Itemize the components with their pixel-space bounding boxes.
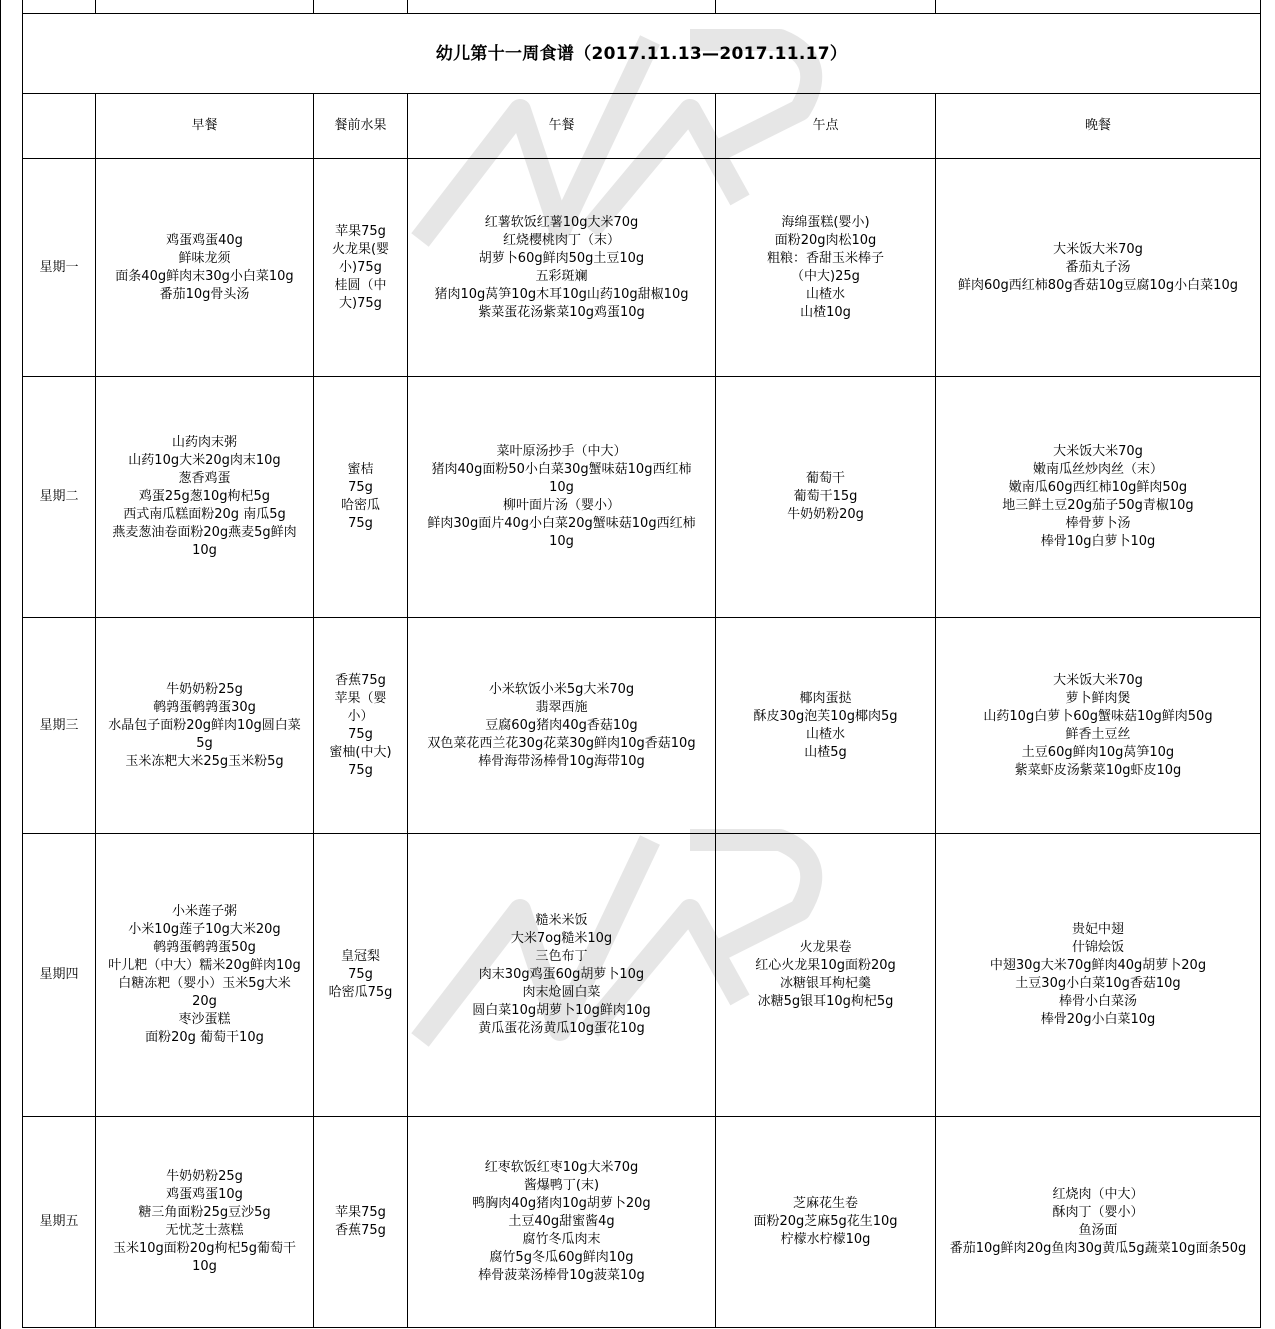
menu-line: 腐竹5g冬瓜60g鲜肉10g [489, 1250, 634, 1265]
menu-line: 双色菜花西兰花30g花菜30g鲜肉10g香菇10g [427, 735, 696, 751]
menu-line: 三色布丁 [535, 949, 588, 964]
header-label: 餐前水果 [334, 118, 387, 133]
day-cell [23, 159, 95, 376]
menu-line: 玉米冻粑大米25g玉米粉5g [125, 753, 284, 769]
cell-lines [332, 223, 389, 313]
menu-line: 鸡蛋25g葱10g枸杞5g [138, 489, 271, 504]
cell-lines [112, 434, 296, 560]
menu-line: 鹌鹑蛋鹌鹑蛋30g [153, 699, 256, 715]
menu-line: 10g [192, 1259, 217, 1274]
menu-line: 75g [348, 967, 373, 982]
menu-line: 嫩南瓜60g西红柿10g鲜肉50g [1008, 480, 1188, 495]
cell-lines [435, 214, 689, 322]
menu-line: 香蕉75g [335, 672, 386, 688]
menu-line: 牛奶奶粉25g [166, 681, 243, 697]
menu-line: 菜叶原汤抄手（中大） [496, 444, 627, 459]
day-cell [23, 377, 95, 617]
menu-line: 苹果（婴 [334, 690, 387, 706]
menu-line: 贵妃中翅 [1071, 922, 1124, 937]
menu-line: 香蕉75g [335, 1223, 386, 1238]
header-label: 午餐 [548, 118, 575, 133]
cell-lines [787, 470, 864, 524]
menu-line: 大米饭大米70g [1053, 241, 1143, 257]
menu-line: 鲜香土豆丝 [1065, 726, 1131, 742]
cell-lines [1002, 443, 1193, 551]
menu-line: 山药10g大米20g肉末10g [128, 453, 281, 468]
cell-lines [341, 461, 380, 533]
menu-line: 嫩南瓜丝炒肉丝（末） [1032, 462, 1163, 477]
breakfast-cell [96, 377, 313, 617]
menu-line: 冰糖5g银耳10g枸杞5g [757, 994, 894, 1009]
menu-line: 土豆30g小白菜10g香菇10g [1015, 976, 1181, 991]
day-cell [23, 834, 95, 1116]
menu-line: 小米莲子粥 [171, 904, 237, 919]
menu-line: 火龙果(婴 [331, 241, 390, 257]
breakfast-cell [96, 618, 313, 833]
menu-line: 山楂水 [805, 286, 845, 302]
cell-lines [958, 241, 1238, 295]
menu-line: 火龙果卷 [799, 940, 852, 955]
menu-line: 土豆60g鲜肉10g莴笋10g [1021, 744, 1175, 760]
cell-lines [329, 672, 391, 780]
snack-cell [716, 377, 935, 617]
menu-line: 土豆40g甜蜜酱4g [508, 1214, 615, 1229]
cell-lines [753, 1195, 897, 1249]
menu-line: 燕麦葱油卷面粉20g燕麦5g鲜肉 [112, 525, 297, 540]
menu-line: 鸭胸肉40g猪肉10g胡萝卜20g [472, 1196, 651, 1211]
grid-stub [22, 0, 23, 13]
menu-line: 胡萝卜60g鲜肉50g土豆10g [478, 250, 645, 266]
grid-stub [95, 0, 96, 13]
menu-line: 翡翠西施 [535, 699, 588, 715]
menu-line: 肉末炝圆白菜 [522, 985, 601, 1000]
dinner-cell [936, 618, 1260, 833]
menu-line: 红烧樱桃肉丁（末） [502, 232, 620, 248]
header-dinner [936, 94, 1260, 158]
fruit-cell [314, 159, 407, 376]
menu-line: 番茄10g鲜肉20g鱼肉30g黄瓜5g蔬菜10g面条50g [949, 1241, 1247, 1256]
menu-line: 鲜肉30g面片40g小白菜20g蟹味菇10g西红柿 [427, 516, 696, 531]
cell-lines [108, 903, 301, 1047]
menu-line: 75g [348, 480, 373, 495]
menu-line: 豆腐60g猪肉40g香菇10g [485, 717, 638, 733]
cell-lines [427, 681, 695, 771]
cell-lines [335, 1204, 386, 1240]
lunch-cell [408, 159, 715, 376]
cell-lines [113, 1168, 296, 1276]
cell-lines [983, 672, 1212, 780]
cell-lines [472, 912, 650, 1038]
menu-line: 蜜柚(中大) [329, 744, 392, 760]
menu-line: 10g [549, 534, 574, 549]
snack-cell [716, 618, 935, 833]
menu-line: 酱爆鸭丁(末) [523, 1178, 600, 1193]
menu-line: 小） [347, 708, 374, 724]
menu-line: 腐竹冬瓜肉末 [522, 1232, 601, 1247]
menu-line: 玉米10g面粉20g枸杞5g葡萄干 [112, 1241, 297, 1256]
menu-line: 苹果75g [335, 223, 386, 239]
menu-line: 海绵蛋糕(婴小) [781, 214, 870, 230]
cell-lines [990, 921, 1206, 1029]
menu-line: 圆白菜10g胡萝卜10g鲜肉10g [472, 1003, 651, 1018]
menu-line: 无忧芝士蒸糕 [165, 1223, 244, 1238]
breakfast-cell [96, 159, 313, 376]
snack-cell [716, 834, 935, 1116]
menu-title [23, 14, 1260, 93]
menu-line: 大)75g [339, 295, 382, 311]
cell-lines [753, 690, 897, 762]
menu-line: 水晶包子面粉20g鲜肉10g圆白菜 [108, 717, 301, 733]
page-title: 幼儿第十一周食谱（2017.11.13—2017.11.17） [435, 43, 848, 64]
day-label: 星期三 [39, 717, 79, 733]
grid-line [1260, 13, 1261, 1327]
menu-line: 紫菜虾皮汤紫菜10g虾皮10g [1014, 762, 1182, 778]
header-fruit [314, 94, 407, 158]
snack-cell [716, 1117, 935, 1327]
grid-stub [1260, 0, 1261, 13]
menu-line: 75g [348, 726, 373, 742]
dinner-cell [936, 377, 1260, 617]
menu-line: 小米10g莲子10g大米20g [128, 922, 281, 937]
lunch-cell [408, 1117, 715, 1327]
grid-stub [313, 0, 314, 13]
menu-line: 黄瓜蛋花汤黄瓜10g蛋花10g [478, 1021, 645, 1036]
header-breakfast [96, 94, 313, 158]
cell-lines [427, 443, 695, 551]
menu-line: 山药肉末粥 [171, 435, 237, 450]
menu-line: 葡萄干15g [793, 489, 858, 504]
menu-line: 山楂5g [804, 744, 847, 760]
menu-line: 猪肉10g莴笋10g木耳10g山药10g甜椒10g [434, 286, 689, 302]
menu-line: 鲜味龙须 [178, 250, 231, 266]
menu-line: 冰糖银耳枸杞羹 [779, 976, 871, 991]
cell-lines [108, 681, 301, 771]
grid-line [0, 0, 1, 1329]
header-label: 午点 [812, 118, 839, 133]
menu-line: 面条40g鲜肉末30g小白菜10g [115, 268, 294, 284]
menu-line: 皇冠梨 [340, 949, 380, 964]
cell-lines [950, 1186, 1247, 1258]
menu-line: 10g [192, 543, 217, 558]
menu-line: 鲜肉60g西红柿80g香菇10g豆腐10g小白菜10g [958, 277, 1238, 293]
header-snack [716, 94, 935, 158]
menu-line: 面粉20g芝麻5g花生10g [753, 1214, 898, 1229]
menu-line: 20g [192, 994, 217, 1009]
cell-lines [755, 939, 896, 1011]
menu-line: 五彩斑斓 [535, 268, 588, 284]
menu-line: 鸡蛋鸡蛋10g [166, 1187, 243, 1202]
header-lunch [408, 94, 715, 158]
menu-line: 叶儿粑（中大）糯米20g鲜肉10g [108, 958, 301, 973]
day-label: 星期五 [39, 1214, 79, 1229]
menu-line: 芝麻花生卷 [792, 1196, 858, 1211]
menu-line: 棒骨菠菜汤棒骨10g菠菜10g [478, 1268, 645, 1283]
menu-line: 75g [348, 762, 373, 778]
fruit-cell [314, 618, 407, 833]
menu-line: 75g [348, 516, 373, 531]
cell-lines [115, 232, 293, 304]
menu-line: 牛奶奶粉20g [787, 507, 864, 522]
menu-line: 山楂10g [800, 304, 851, 320]
menu-line: 番茄丸子汤 [1065, 259, 1131, 275]
lunch-cell [408, 834, 715, 1116]
day-label: 星期二 [39, 489, 79, 504]
fruit-cell [314, 1117, 407, 1327]
lunch-cell [408, 618, 715, 833]
menu-line: 大米饭大米70g [1053, 672, 1143, 688]
menu-line: 酥皮30g泡芙10g椰肉5g [753, 708, 898, 724]
menu-line: 柠檬水柠檬10g [780, 1232, 871, 1247]
menu-line: 红薯软饭红薯10g大米70g [484, 214, 639, 230]
menu-line: 棒骨海带汤棒骨10g海带10g [478, 753, 645, 769]
menu-line: 糙米米饭 [535, 913, 588, 928]
grid-stub [935, 0, 936, 13]
menu-line: 蜜桔 [347, 462, 374, 477]
menu-line: 椰肉蛋挞 [799, 690, 852, 706]
menu-line: 粗粮：香甜玉米棒子 [766, 250, 884, 266]
menu-line: 哈密瓜 [340, 498, 380, 513]
breakfast-cell [96, 834, 313, 1116]
menu-line: 大米7og糙米10g [510, 931, 613, 946]
menu-line: 番茄10g骨头汤 [159, 286, 250, 302]
menu-line: 桂圆（中 [334, 277, 387, 293]
menu-line: 枣沙蛋糕 [178, 1012, 231, 1027]
menu-line: 酥肉丁（婴小） [1052, 1205, 1144, 1220]
fruit-cell [314, 377, 407, 617]
menu-line: 5g [196, 735, 213, 751]
menu-line: 山楂水 [805, 726, 845, 742]
dinner-cell [936, 1117, 1260, 1327]
menu-line: 葡萄干 [805, 471, 845, 486]
cell-lines [472, 1159, 650, 1285]
menu-line: 什锦烩饭 [1071, 940, 1124, 955]
grid-stub [407, 0, 408, 13]
menu-line: 白糖冻粑（婴小）玉米5g大米 [118, 976, 291, 991]
menu-line: 10g [549, 480, 574, 495]
menu-line: 山药10g白萝卜60g蟹味菇10g鲜肉50g [983, 708, 1213, 724]
cell-lines [329, 948, 393, 1002]
day-cell [23, 1117, 95, 1327]
menu-line: 牛奶奶粉25g [166, 1169, 243, 1184]
menu-line: 鸡蛋鸡蛋40g [166, 232, 243, 248]
header-label: 早餐 [191, 118, 218, 133]
menu-line: 紫菜蛋花汤紫菜10g鸡蛋10g [478, 304, 645, 320]
menu-line: 面粉20g肉松10g [774, 232, 877, 248]
menu-line: 哈密瓜75g [328, 985, 393, 1000]
menu-line: 红心火龙果10g面粉20g [755, 958, 896, 973]
menu-line: 萝卜鲜肉煲 [1065, 690, 1131, 706]
menu-line: 地三鲜土豆20g茄子50g青椒10g [1002, 498, 1194, 513]
menu-line: 面粉20g 葡萄干10g [145, 1030, 264, 1045]
menu-line: 糖三角面粉25g豆沙5g [138, 1205, 271, 1220]
dinner-cell [936, 834, 1260, 1116]
day-label: 星期一 [39, 259, 79, 275]
day-cell [23, 618, 95, 833]
menu-line: 小)75g [339, 259, 382, 275]
menu-line: 肉末30g鸡蛋60g胡萝卜10g [478, 967, 645, 982]
cell-lines [767, 214, 884, 322]
lunch-cell [408, 377, 715, 617]
menu-line: 小米软饭小米5g大米70g [488, 681, 635, 697]
menu-line: 苹果75g [335, 1205, 386, 1220]
menu-line: 葱香鸡蛋 [178, 471, 231, 486]
menu-line: 棒骨萝卜汤 [1065, 516, 1131, 531]
dinner-cell [936, 159, 1260, 376]
menu-line: 棒骨小白菜汤 [1058, 994, 1137, 1009]
breakfast-cell [96, 1117, 313, 1327]
menu-line: 红烧肉（中大） [1052, 1187, 1144, 1202]
day-label: 星期四 [39, 967, 79, 982]
snack-cell [716, 159, 935, 376]
grid-line [22, 1327, 1261, 1328]
menu-line: 棒骨20g小白菜10g [1040, 1012, 1156, 1027]
menu-line: 西式南瓜糕面粉20g 南瓜5g [123, 507, 286, 522]
menu-line: 柳叶面片汤（婴小） [502, 498, 620, 513]
menu-line: 猪肉40g面粉50小白菜30g蟹味菇10g西红柿 [431, 462, 692, 477]
grid-stub [715, 0, 716, 13]
fruit-cell [314, 834, 407, 1116]
header-label: 晚餐 [1084, 118, 1111, 133]
menu-line: 中翅30g大米70g鲜肉40g胡萝卜20g [989, 958, 1207, 973]
menu-line: （中大)25g [791, 268, 860, 284]
menu-line: 大米饭大米70g [1053, 444, 1143, 459]
header-blank [23, 94, 95, 158]
menu-line: 红枣软饭红枣10g大米70g [484, 1160, 639, 1175]
menu-line: 鹌鹑蛋鹌鹑蛋50g [153, 940, 256, 955]
menu-line: 鱼汤面 [1078, 1223, 1118, 1238]
menu-line: 棒骨10g白萝卜10g [1040, 534, 1156, 549]
